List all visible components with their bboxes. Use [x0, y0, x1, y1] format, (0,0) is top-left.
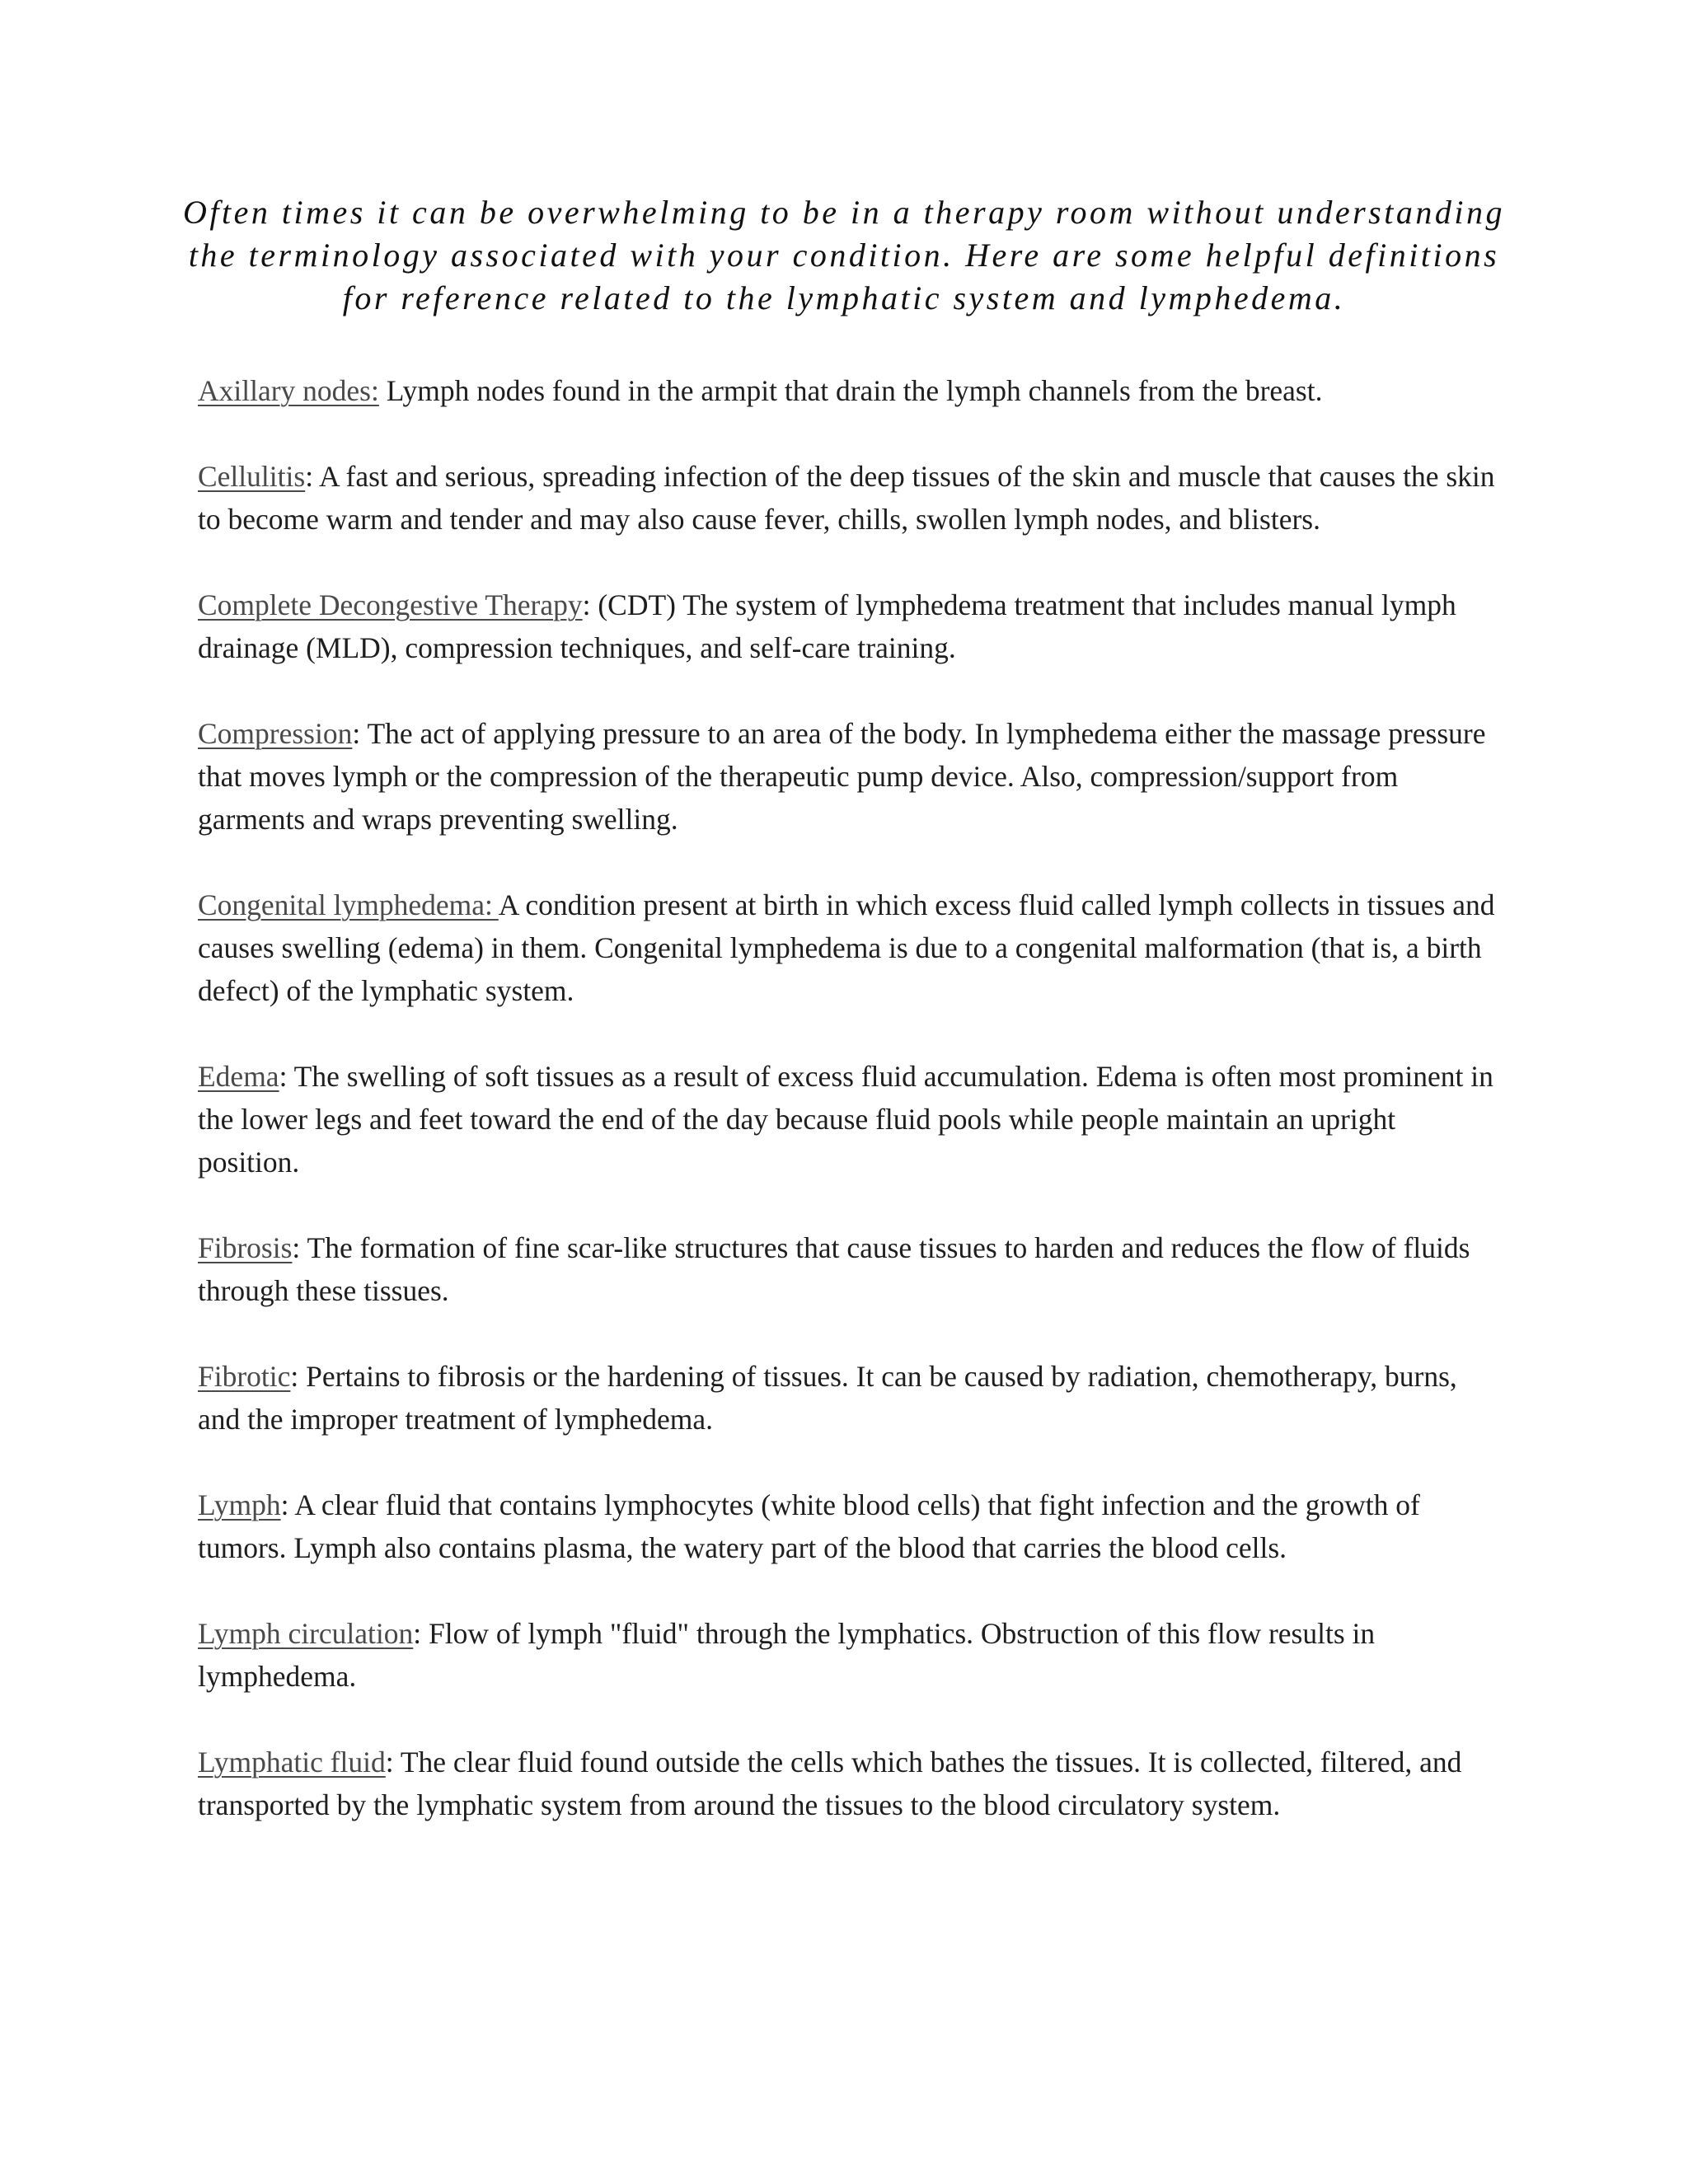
glossary-term: Cellulitis	[198, 460, 306, 493]
glossary-definition: : A clear fluid that contains lymphocytes (white blood cells) that fight infection and the growth of tumors. Lymph also contains plasma, the watery part of the blood that carries the blood cells.	[198, 1488, 1420, 1564]
glossary-term: Lymphatic fluid	[198, 1746, 386, 1779]
glossary-term: Complete Decongestive Therapy	[198, 588, 583, 621]
glossary-entry-lymphatic-fluid	[198, 1741, 1500, 1826]
glossary-entry-edema	[198, 1055, 1500, 1183]
glossary-definition: : A fast and serious, spreading infection of the deep tissues of the skin and muscle that causes the skin to become warm and tender and may also cause fever, chills, swollen lymph nodes, and blisters.	[198, 460, 1495, 536]
glossary-entry-axillary-nodes	[198, 369, 1500, 412]
glossary-term: Lymph	[198, 1488, 281, 1521]
glossary-term: Fibrosis	[198, 1231, 293, 1264]
glossary-definition: Lymph nodes found in the armpit that drain the lymph channels from the breast.	[378, 374, 1323, 407]
glossary-entry-lymph-circulation	[198, 1612, 1500, 1698]
glossary-term: Congenital lymphedema:	[198, 888, 499, 921]
glossary-entry-congenital-lymphedema	[198, 883, 1500, 1012]
glossary-definition: : The clear fluid found outside the cells which bathes the tissues. It is collected, filtered, and transported by the lymphatic system from around the tissues to the blood circulatory system.	[198, 1746, 1462, 1821]
glossary-term: Fibrotic	[198, 1360, 291, 1393]
glossary-definition: A condition present at birth in which excess fluid called lymph collects in tissues and causes swelling (edema) in them. Congenital lymphedema is due to a congenital malformation (that is, a birth defect) of the lymphatic system.	[198, 888, 1495, 1007]
glossary-definition: : The act of applying pressure to an area of the body. In lymphedema either the massage pressure that moves lymph or the compression of the therapeutic pump device. Also, compression/support from garments and wraps preventing swelling.	[198, 717, 1486, 836]
glossary-term: Compression	[198, 717, 353, 750]
glossary-entry-cellulitis	[198, 455, 1500, 541]
glossary-definition: : The swelling of soft tissues as a result of excess fluid accumulation. Edema is often most prominent in the lower legs and feet toward the end of the day because fluid pools while people maintain an upright position.	[198, 1060, 1493, 1179]
glossary-entry-compression	[198, 712, 1500, 841]
glossary-entry-lymph	[198, 1483, 1500, 1569]
glossary-term: Axillary nodes:	[198, 374, 379, 407]
glossary-definition: : Flow of lymph "fluid" through the lymphatics. Obstruction of this flow results in lymphedema.	[198, 1617, 1376, 1693]
glossary-entry-fibrosis	[198, 1226, 1500, 1312]
glossary-entry-fibrotic	[198, 1355, 1500, 1441]
glossary-term: Edema	[198, 1060, 279, 1093]
glossary-definition: : (CDT) The system of lymphedema treatment that includes manual lymph drainage (MLD), compression techniques, and self-care training.	[198, 588, 1456, 664]
glossary-definition: : Pertains to fibrosis or the hardening of tissues. It can be caused by radiation, chemotherapy, burns, and the improper treatment of lymphedema.	[198, 1360, 1457, 1436]
glossary-term: Lymph circulation	[198, 1617, 414, 1650]
glossary-entry-complete-decongestive-therapy	[198, 583, 1500, 669]
glossary-definition: : The formation of fine scar-like structures that cause tissues to harden and reduces the flow of fluids through these tissues.	[198, 1231, 1470, 1307]
intro-heading: Often times it can be overwhelming to be in a therapy room without understanding the terminology associated with your condition. Here are some helpful definitions for reference related to the lymphatic system and lymphedema.	[183, 194, 1505, 316]
glossary-list	[198, 369, 1500, 1869]
